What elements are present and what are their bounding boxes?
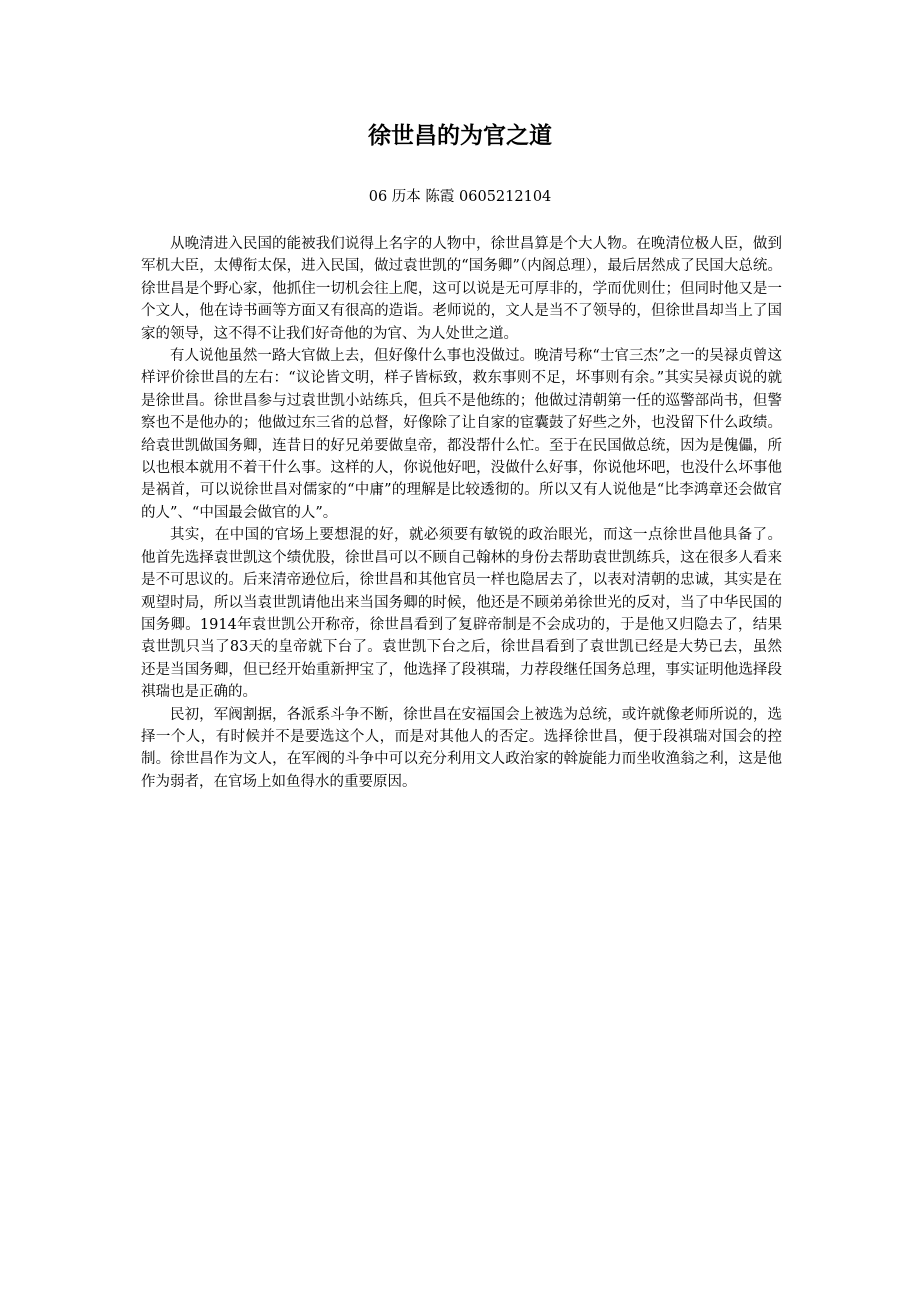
paragraph-3: 其实，在中国的官场上要想混的好，就必须要有敏锐的政治眼光，而这一点徐世昌他具备了。 他首先选择袁世凯这个绩优股，徐世昌可以不顾自己翰林的身份去帮助袁世凯练兵，这在很多人看来是不可思议的。后来清帝逊位后，徐世昌和其他官员一样也隐居去了，以表对清朝的忠诚，其实是在观望时局，所以当袁世凯请他出来当国务卿的时候，他还是不顾弟弟徐世光的反对，当了中华民国的国务卿。1914年袁世凯公开称帝，徐世昌看到了复辟帝制是不会成功的，于是他又归隐去了，结果袁世凯只当了83天的皇帝就下台了。袁世凯下台之后，徐世昌看到了袁世凯已经是大势已去，虽然还是当国务卿，但已经开始重新押宝了，他选择了段祺瑞，力荐段继任国务总理，事实证明他选择段祺瑞也是正确的。 [141,527,782,701]
paragraph-2: 有人说他虽然一路大官做上去，但好像什么事也没做过。晚清号称“士官三杰”之一的吴禄贞曾这样评价徐世昌的左右：“议论皆文明，样子皆标致，救东事则不足，坏事则有余。”其实吴禄贞说的就是徐世昌。徐世昌参与过袁世凯小站练兵，但兵不是他练的；他做过清朝第一任的巡警部尚书，但警察也不是他办的；他做过东三省的总督，好像除了让自家的宦囊鼓了好些之外，也没留下什么政绩。给袁世凯做国务卿，连昔日的好兄弟要做皇帝，都没帮什么忙。至于在民国做总统，因为是傀儡，所以也根本就用不着干什么事。这样的人，你说他好吧，没做什么好事，你说他坏吧，也没什么坏事他是祸首，可以说徐世昌对儒家的“中庸”的理解是比较透彻的。所以又有人说他是“比李鸿章还会做官的人”、“中国最会做官的人”。 [141,348,782,521]
paragraph-4: 民初，军阀割据，各派系斗争不断，徐世昌在安福国会上被选为总统，或许就像老师所说的，选择一个人，有时候并不是要选这个人，而是对其他人的否定。选择徐世昌，便于段祺瑞对国会的控制。徐世昌作为文人，在军阀的斗争中可以充分利用文人政治家的斡旋能力而坐收渔翁之利，这是他作为弱者，在官场上如鱼得水的重要原因。 [141,706,782,790]
document-title: 徐世昌的为官之道 [368,123,552,149]
document-body [141,233,782,793]
paragraph-1: 从晚清进入民国的能被我们说得上名字的人物中，徐世昌算是个大人物。在晚清位极人臣，做到军机大臣，太傅衔太保，进入民国，做过袁世凯的“国务卿”（内阁总理），最后居然成了民国大总统。徐世昌是个野心家，他抓住一切机会往上爬，这可以说是无可厚非的，学而优则仕；但同时他又是一个文人，他在诗书画等方面又有很高的造诣。老师说的，文人是当不了领导的，但徐世昌却当上了国家的领导，这不得不让我们好奇他的为官、为人处世之道。 [141,236,782,342]
author-byline: 06 历本 陈霞 0605212104 [368,189,552,205]
